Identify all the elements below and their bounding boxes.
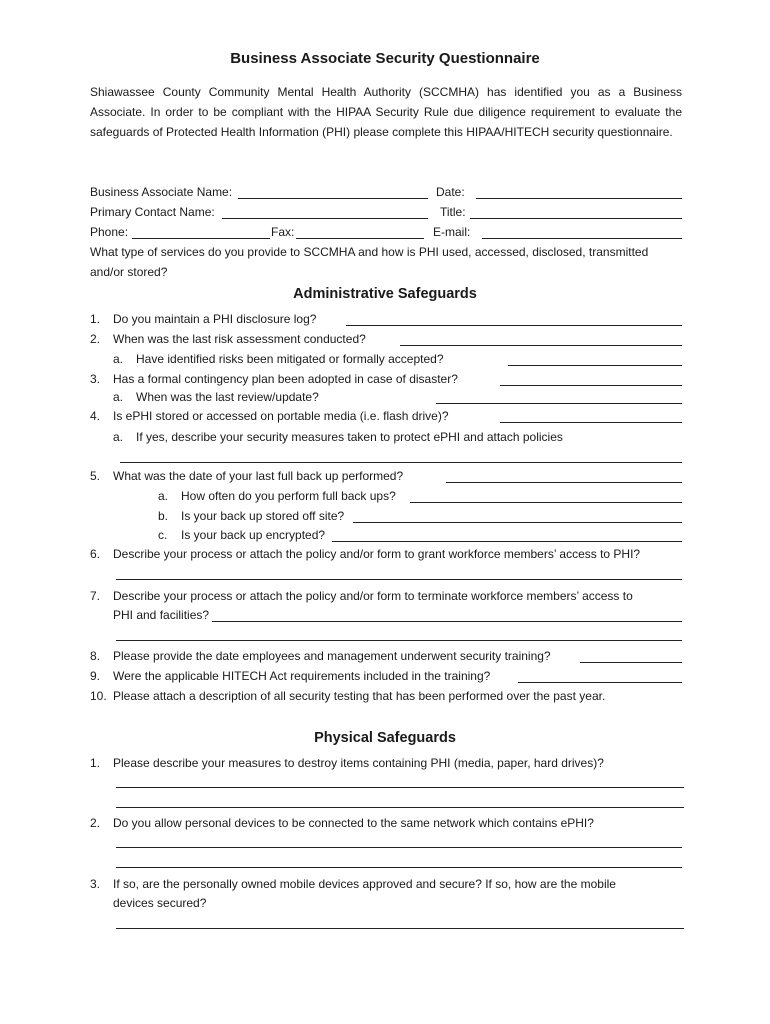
admin-q9-answer[interactable] [518, 668, 682, 683]
services-question: What type of services do you provide to SCCMHA and how is PHI used, accessed, disclosed, transmitted [90, 245, 649, 259]
admin-q5: What was the date of your last full back up performed? [113, 469, 404, 483]
item-number: 1. [90, 312, 101, 326]
phone-field[interactable] [132, 224, 270, 239]
physical-q1: Please describe your measures to destroy items containing PHI (media, paper, hard drives)? [113, 756, 604, 770]
email-label: E-mail: [433, 225, 471, 239]
email-field[interactable] [482, 224, 682, 239]
admin-q9: Were the applicable HITECH Act requirements included in the training? [113, 669, 491, 683]
item-number: 10. [90, 689, 107, 703]
admin-q8: Please provide the date employees and management underwent security training? [113, 649, 551, 663]
admin-q5-answer[interactable] [446, 468, 682, 483]
sub-item-letter: c. [158, 528, 168, 542]
sub-item-letter: b. [158, 509, 169, 523]
item-number: 7. [90, 589, 101, 603]
primary-contact-field[interactable] [222, 204, 428, 219]
item-number: 9. [90, 669, 101, 683]
admin-q5b: Is your back up stored off site? [181, 509, 345, 523]
physical-q2-answer-line2[interactable] [116, 853, 682, 868]
admin-q4-answer[interactable] [500, 408, 682, 423]
sub-item-letter: a. [113, 390, 124, 404]
admin-q6: Describe your process or attach the policy and/or form to grant workforce members’ access to PHI? [113, 547, 641, 561]
item-number: 5. [90, 469, 101, 483]
admin-q7: Describe your process or attach the policy and/or form to terminate workforce members’ access to [113, 589, 633, 603]
admin-q5a: How often do you perform full back ups? [181, 489, 396, 503]
ba-name-field[interactable] [238, 184, 428, 199]
physical-q1-answer[interactable] [116, 773, 684, 788]
physical-q1-answer-line2[interactable] [116, 793, 684, 808]
admin-q3a: When was the last review/update? [136, 390, 319, 404]
admin-q4: Is ePHI stored or accessed on portable media (i.e. flash drive)? [113, 409, 449, 423]
sub-item-letter: a. [113, 352, 124, 366]
title-label: Title: [440, 205, 466, 219]
admin-q5c-answer[interactable] [332, 527, 682, 542]
admin-q6-answer[interactable] [116, 565, 682, 580]
ba-name-label: Business Associate Name: [90, 185, 233, 199]
sub-item-letter: a. [113, 430, 124, 444]
admin-q4a: If yes, describe your security measures taken to protect ePHI and attach policies [136, 430, 563, 444]
fax-field[interactable] [296, 224, 424, 239]
intro-paragraph: Shiawassee County Community Mental Health Authority (SCCMHA) has identified you as a Business Associate. In order to be compliant with the HIPAA Security Rule due diligence requirement to evaluate the safeguards of Protected Health Information (PHI) please complete this HIPAA/HITECH security questionnaire. [90, 85, 682, 139]
admin-q7-answer-line2[interactable] [116, 626, 682, 641]
item-number: 3. [90, 372, 101, 386]
item-number: 2. [90, 816, 101, 830]
physical-q2-answer[interactable] [116, 833, 682, 848]
physical-q3-cont: devices secured? [113, 896, 207, 910]
admin-q2-answer[interactable] [400, 331, 682, 346]
physical-safeguards-heading: Physical Safeguards [314, 730, 456, 746]
admin-q3-answer[interactable] [500, 371, 682, 386]
admin-q4a-answer[interactable] [120, 448, 682, 463]
admin-q2a-answer[interactable] [508, 351, 682, 366]
admin-q8-answer[interactable] [580, 648, 682, 663]
date-field[interactable] [476, 184, 682, 199]
services-question-cont: and/or stored? [90, 265, 168, 279]
admin-q5a-answer[interactable] [410, 488, 682, 503]
fax-label: Fax: [271, 225, 295, 239]
admin-q5b-answer[interactable] [353, 508, 682, 523]
phone-label: Phone: [90, 225, 129, 239]
admin-q3a-answer[interactable] [436, 389, 682, 404]
title-field[interactable] [470, 204, 682, 219]
admin-q7-answer[interactable] [212, 607, 682, 622]
admin-safeguards-heading: Administrative Safeguards [293, 286, 477, 302]
physical-q3: If so, are the personally owned mobile devices approved and secure? If so, how are the mobile [113, 877, 616, 891]
item-number: 3. [90, 877, 101, 891]
admin-q10: Please attach a description of all security testing that has been performed over the past year. [113, 689, 606, 703]
date-label: Date: [436, 185, 465, 199]
item-number: 8. [90, 649, 101, 663]
physical-q2: Do you allow personal devices to be connected to the same network which contains ePHI? [113, 816, 594, 830]
item-number: 1. [90, 756, 101, 770]
sub-item-letter: a. [158, 489, 169, 503]
item-number: 2. [90, 332, 101, 346]
admin-q3: Has a formal contingency plan been adopted in case of disaster? [113, 372, 458, 386]
admin-q7-cont: PHI and facilities? [113, 608, 210, 622]
admin-q2: When was the last risk assessment conducted? [113, 332, 366, 346]
page-title: Business Associate Security Questionnaire [230, 50, 540, 67]
item-number: 6. [90, 547, 101, 561]
admin-q1-answer[interactable] [346, 311, 682, 326]
physical-q3-answer[interactable] [116, 914, 684, 929]
primary-contact-label: Primary Contact Name: [90, 205, 215, 219]
admin-q1: Do you maintain a PHI disclosure log? [113, 312, 317, 326]
item-number: 4. [90, 409, 101, 423]
admin-q2a: Have identified risks been mitigated or formally accepted? [136, 352, 444, 366]
admin-q5c: Is your back up encrypted? [181, 528, 326, 542]
